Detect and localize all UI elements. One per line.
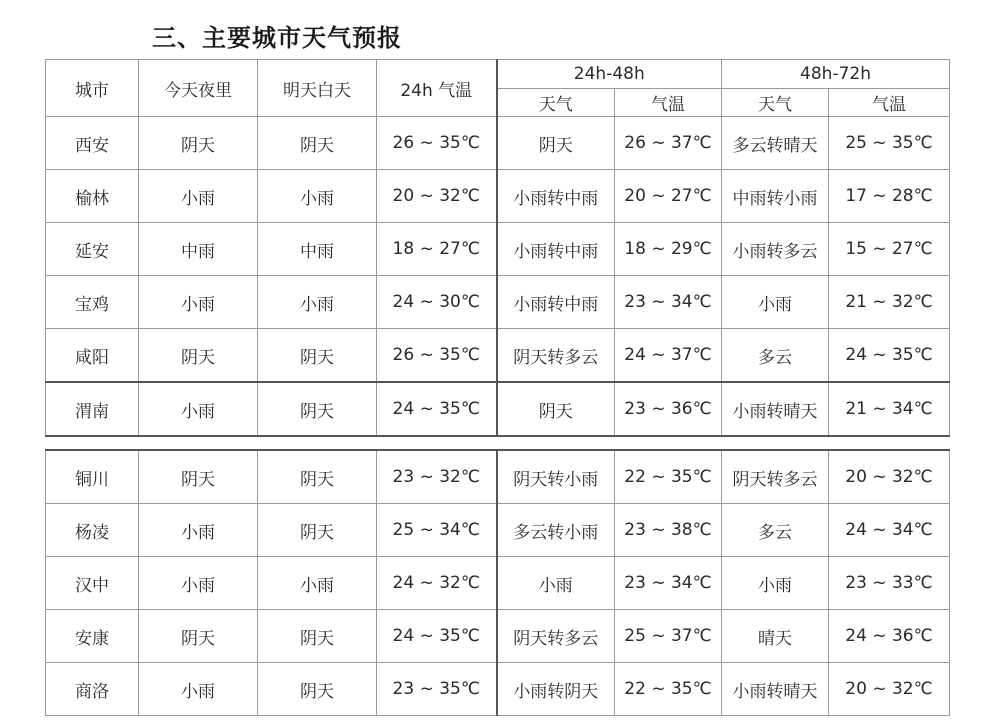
temp-48h-cell: 25 ~ 37℃ xyxy=(615,610,722,663)
city-cell: 延安 xyxy=(46,223,139,276)
city-cell: 咸阳 xyxy=(46,329,139,383)
temp-72h-cell: 17 ~ 28℃ xyxy=(829,170,950,223)
tomorrow-weather-cell: 小雨 xyxy=(258,557,377,610)
weather-48h-cell: 小雨转中雨 xyxy=(497,276,615,329)
forecast-table-bottom xyxy=(45,449,950,716)
temp-48h-cell: 23 ~ 38℃ xyxy=(615,504,722,557)
table-row xyxy=(46,557,950,610)
temp-48h-cell: 23 ~ 36℃ xyxy=(615,382,722,436)
tomorrow-weather-cell: 小雨 xyxy=(258,276,377,329)
weather-48h-cell: 阴天转小雨 xyxy=(497,450,615,504)
table-row xyxy=(46,663,950,716)
temp-48h-cell: 24 ~ 37℃ xyxy=(615,329,722,383)
header-weather-72: 天气 xyxy=(722,89,829,117)
weather-72h-cell: 多云转晴天 xyxy=(722,117,829,170)
tomorrow-weather-cell: 阴天 xyxy=(258,504,377,557)
tomorrow-weather-cell: 阴天 xyxy=(258,663,377,716)
tomorrow-weather-cell: 阴天 xyxy=(258,450,377,504)
city-cell: 渭南 xyxy=(46,382,139,436)
weather-48h-cell: 阴天 xyxy=(497,117,615,170)
weather-72h-cell: 中雨转小雨 xyxy=(722,170,829,223)
temp-24h-cell: 24 ~ 35℃ xyxy=(377,610,497,663)
tomorrow-weather-cell: 阴天 xyxy=(258,329,377,383)
temp-72h-cell: 24 ~ 35℃ xyxy=(829,329,950,383)
temp-24h-cell: 24 ~ 30℃ xyxy=(377,276,497,329)
city-cell: 榆林 xyxy=(46,170,139,223)
weather-72h-cell: 晴天 xyxy=(722,610,829,663)
table-row xyxy=(46,450,950,504)
temp-24h-cell: 23 ~ 35℃ xyxy=(377,663,497,716)
temp-72h-cell: 21 ~ 34℃ xyxy=(829,382,950,436)
temp-72h-cell: 15 ~ 27℃ xyxy=(829,223,950,276)
weather-48h-cell: 小雨转中雨 xyxy=(497,170,615,223)
tonight-weather-cell: 小雨 xyxy=(139,382,258,436)
table-row xyxy=(46,276,950,329)
weather-72h-cell: 小雨转晴天 xyxy=(722,663,829,716)
temp-72h-cell: 21 ~ 32℃ xyxy=(829,276,950,329)
tonight-weather-cell: 小雨 xyxy=(139,504,258,557)
city-cell: 西安 xyxy=(46,117,139,170)
temp-24h-cell: 26 ~ 35℃ xyxy=(377,117,497,170)
forecast-table-top xyxy=(45,59,950,437)
weather-72h-cell: 多云 xyxy=(722,329,829,383)
weather-48h-cell: 阴天 xyxy=(497,382,615,436)
forecast-rows-bottom xyxy=(46,450,950,716)
temp-48h-cell: 26 ~ 37℃ xyxy=(615,117,722,170)
weather-72h-cell: 阴天转多云 xyxy=(722,450,829,504)
temp-48h-cell: 23 ~ 34℃ xyxy=(615,276,722,329)
temp-48h-cell: 22 ~ 35℃ xyxy=(615,450,722,504)
tonight-weather-cell: 阴天 xyxy=(139,117,258,170)
tonight-weather-cell: 阴天 xyxy=(139,610,258,663)
temp-72h-cell: 20 ~ 32℃ xyxy=(829,450,950,504)
city-cell: 铜川 xyxy=(46,450,139,504)
temp-24h-cell: 18 ~ 27℃ xyxy=(377,223,497,276)
table-row xyxy=(46,117,950,170)
temp-72h-cell: 23 ~ 33℃ xyxy=(829,557,950,610)
tonight-weather-cell: 小雨 xyxy=(139,170,258,223)
temp-24h-cell: 20 ~ 32℃ xyxy=(377,170,497,223)
temp-24h-cell: 26 ~ 35℃ xyxy=(377,329,497,383)
weather-72h-cell: 小雨 xyxy=(722,557,829,610)
temp-72h-cell: 24 ~ 36℃ xyxy=(829,610,950,663)
table-row xyxy=(46,223,950,276)
weather-48h-cell: 多云转小雨 xyxy=(497,504,615,557)
temp-48h-cell: 23 ~ 34℃ xyxy=(615,557,722,610)
temp-72h-cell: 20 ~ 32℃ xyxy=(829,663,950,716)
weather-72h-cell: 小雨转多云 xyxy=(722,223,829,276)
header-temperature-72: 气温 xyxy=(829,89,950,117)
tomorrow-weather-cell: 阴天 xyxy=(258,382,377,436)
weather-72h-cell: 小雨 xyxy=(722,276,829,329)
tonight-weather-cell: 阴天 xyxy=(139,450,258,504)
weather-72h-cell: 小雨转晴天 xyxy=(722,382,829,436)
temp-24h-cell: 24 ~ 35℃ xyxy=(377,382,497,436)
weather-48h-cell: 小雨转中雨 xyxy=(497,223,615,276)
tonight-weather-cell: 小雨 xyxy=(139,663,258,716)
table-row xyxy=(46,504,950,557)
forecast-rows-top xyxy=(46,117,950,437)
header-weather-48: 天气 xyxy=(497,89,615,117)
temp-48h-cell: 20 ~ 27℃ xyxy=(615,170,722,223)
tomorrow-weather-cell: 阴天 xyxy=(258,117,377,170)
header-group-24-48: 24h-48h xyxy=(497,60,722,89)
weather-48h-cell: 小雨转阴天 xyxy=(497,663,615,716)
table-row xyxy=(46,329,950,383)
weather-48h-cell: 阴天转多云 xyxy=(497,610,615,663)
city-cell: 商洛 xyxy=(46,663,139,716)
temp-72h-cell: 25 ~ 35℃ xyxy=(829,117,950,170)
tomorrow-weather-cell: 阴天 xyxy=(258,610,377,663)
weather-48h-cell: 阴天转多云 xyxy=(497,329,615,383)
temp-48h-cell: 18 ~ 29℃ xyxy=(615,223,722,276)
tonight-weather-cell: 阴天 xyxy=(139,329,258,383)
tomorrow-weather-cell: 中雨 xyxy=(258,223,377,276)
table-row xyxy=(46,170,950,223)
header-temperature-48: 气温 xyxy=(615,89,722,117)
temp-72h-cell: 24 ~ 34℃ xyxy=(829,504,950,557)
city-cell: 杨凌 xyxy=(46,504,139,557)
page-title: 三、主要城市天气预报 xyxy=(152,24,402,52)
temp-48h-cell: 22 ~ 35℃ xyxy=(615,663,722,716)
tonight-weather-cell: 小雨 xyxy=(139,276,258,329)
header-tonight: 今天夜里 xyxy=(139,60,258,117)
table-row xyxy=(46,382,950,436)
header-tomorrow-day: 明天白天 xyxy=(258,60,377,117)
tomorrow-weather-cell: 小雨 xyxy=(258,170,377,223)
city-cell: 汉中 xyxy=(46,557,139,610)
table-row xyxy=(46,610,950,663)
header-group-48-72: 48h-72h xyxy=(722,60,950,89)
city-cell: 安康 xyxy=(46,610,139,663)
weather-72h-cell: 多云 xyxy=(722,504,829,557)
tonight-weather-cell: 小雨 xyxy=(139,557,258,610)
tonight-weather-cell: 中雨 xyxy=(139,223,258,276)
temp-24h-cell: 25 ~ 34℃ xyxy=(377,504,497,557)
temp-24h-cell: 24 ~ 32℃ xyxy=(377,557,497,610)
header-city: 城市 xyxy=(46,60,139,117)
header-temp-24h: 24h 气温 xyxy=(377,60,497,117)
city-cell: 宝鸡 xyxy=(46,276,139,329)
weather-48h-cell: 小雨 xyxy=(497,557,615,610)
temp-24h-cell: 23 ~ 32℃ xyxy=(377,450,497,504)
